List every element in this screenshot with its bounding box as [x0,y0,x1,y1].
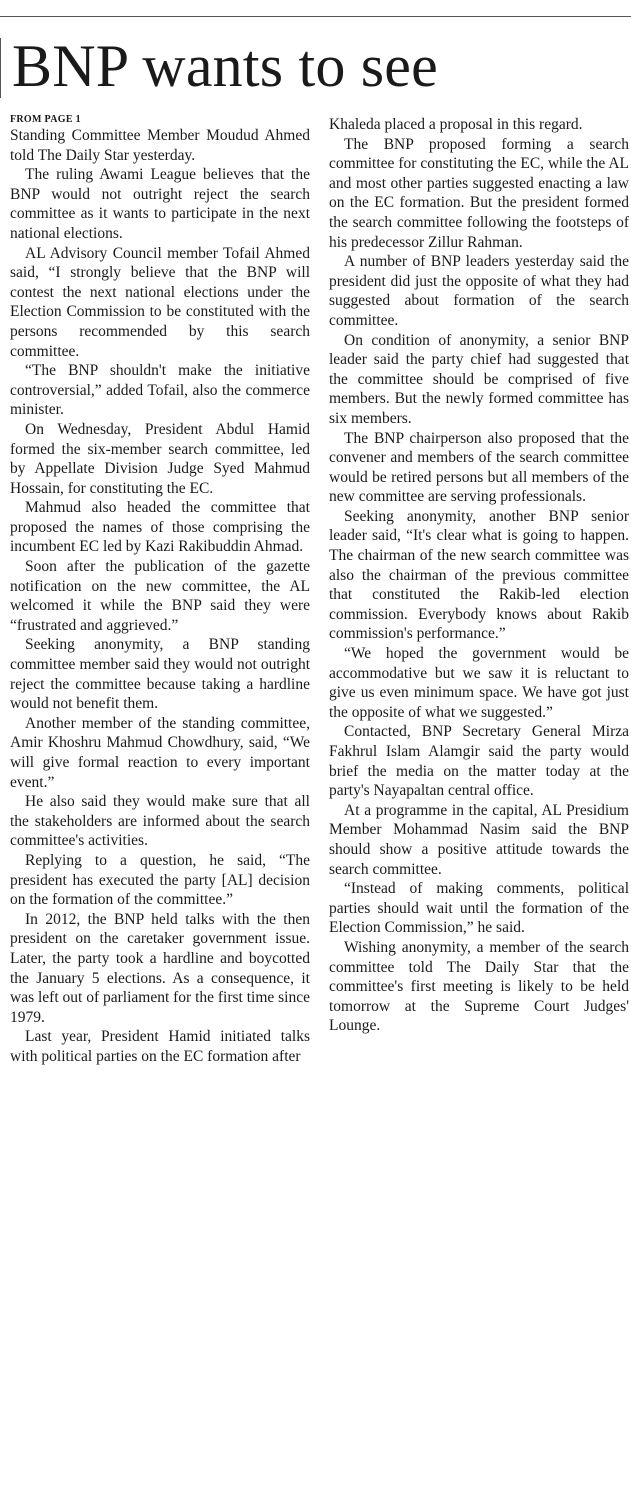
paragraph: Standing Committee Member Moudud Ahmed told The Daily Star yesterday. [10,127,310,164]
paragraph: Seeking anonymity, another BNP senior leader said, “It's clear what is going to happen. The chairman of the new search committee was also the chairman of the previous committee that constituted the Rakib-led election commission. Everybody knows about Rakib commission's performance.” [329,507,629,643]
paragraph: “Instead of making comments, political parties should wait until the formation of the Election Commission,” he said. [329,880,629,937]
left-rule [0,38,1,98]
paragraph: He also said they would make sure that all the stakeholders are informed about the search committee's activities. [10,793,310,850]
paragraph: Khaleda placed a proposal in this regard. [329,116,583,133]
left-column [10,113,310,1067]
paragraph: AL Advisory Council member Tofail Ahmed said, “I strongly believe that the BNP will contest the next national elections under the Election Commission to be constituted with the persons recommended by this search committee. [10,244,310,360]
paragraph: At a programme in the capital, AL Presidium Member Mohammad Nasim said the BNP should show a positive attitude towards the search committee. [329,801,629,878]
paragraph: Last year, President Hamid initiated talks with political parties on the EC formation after [10,1028,310,1065]
paragraph: Another member of the standing committee, Amir Khoshru Mahmud Chowdhury, said, “We will give formal reaction to every important event.” [10,714,310,791]
paragraph: In 2012, the BNP held talks with the then president on the caretaker government issue. Later, the party took a hardline and boycotted the January 5 elections. As a consequence, it was left out of parliament for the first time since 1979. [10,910,311,1026]
paragraph: “The BNP shouldn't make the initiative controversial,” added Tofail, also the commerce minister. [10,362,310,419]
paragraph: Contacted, BNP Secretary General Mirza Fakhrul Islam Alamgir said the party would brief the media on the matter today at the party's Nayapaltan central office. [329,723,629,800]
paragraph: Replying to a question, he said, “The president has executed the party [AL] decision on the formation of the committee.” [10,851,310,909]
right-column [329,115,629,1036]
paragraph: Mahmud also headed the committee that proposed the names of those comprising the incumbent EC led by Kazi Rakibuddin Ahmad. [10,499,310,556]
kicker: FROM PAGE 1 [10,114,81,125]
paragraph: On Wednesday, President Abdul Hamid formed the six-member search committee, led by Appellate Division Judge Syed Mahmud Hossain, for constituting the EC. [10,420,310,497]
top-rule [0,16,631,17]
paragraph: On condition of anonymity, a senior BNP leader said the party chief had suggested that the committee should be comprised of five members. But the newly formed committee has six members. [329,331,629,427]
paragraph: Wishing anonymity, a member of the search committee told The Daily Star that the committee's first meeting is likely to be held tomorrow at the Supreme Court Judges' Lounge. [329,938,629,1035]
paragraph: A number of BNP leaders yesterday said the president did just the opposite of what they had suggested about formation of the search committee. [329,253,629,329]
paragraph: The ruling Awami League believes that the BNP would not outright reject the search committee as it wants to participate in the next national elections. [10,166,310,242]
paragraph: Seeking anonymity, a BNP standing committee member said they would not outright reject the committee because taking a hardline would not benefit them. [10,636,310,713]
paragraph: The BNP proposed forming a search committee for constituting the EC, while the AL and most other parties suggested enacting a law on the EC formation. But the president formed the search committee following the footsteps of his predecessor Zillur Rahman. [329,135,629,251]
paragraph: “We hoped the government would be accommodative but we saw it is reluctant to give us even minimum space. We have got just the opposite of what we suggested.” [329,645,629,721]
headline: BNP wants to see [12,33,438,99]
paragraph: Soon after the publication of the gazette notification on the new committee, the AL welcomed it while the BNP said they were “frustrated and aggrieved.” [10,558,310,634]
paragraph: The BNP chairperson also proposed that the convener and members of the search committee would be retired persons but all members of the new committee are serving professionals. [329,429,629,506]
